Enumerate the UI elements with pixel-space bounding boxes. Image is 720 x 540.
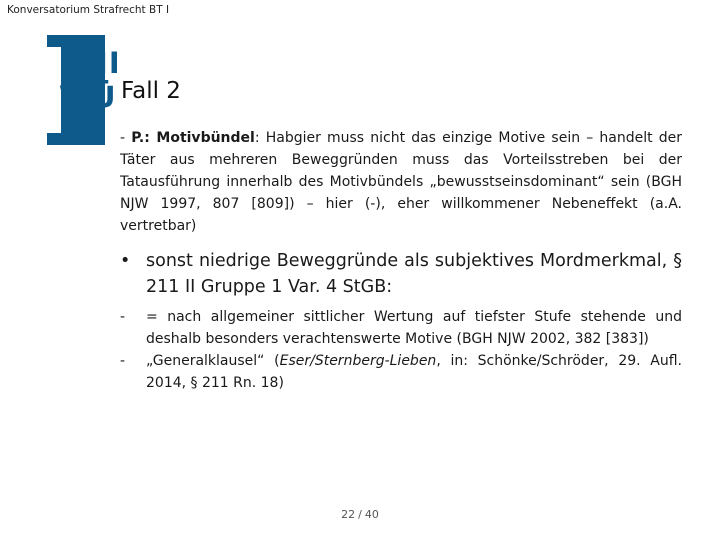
intro-dash: - [120,130,126,146]
slide-content [120,127,682,394]
page-total: 40 [364,508,379,521]
logo-line-1: UNI [59,46,121,80]
page-number [0,508,720,521]
bullet-item [120,248,682,300]
sub-item-dash: - [120,353,126,369]
sub-item-1 [120,306,682,350]
intro-bold-term: P.: Motivbündel [131,130,255,146]
bullet-text: sonst niedrige Beweggründe als subjektives Mordmerkmal, § 211 II Gruppe 1 Var. 4 StGB: [146,251,682,297]
sub-item-dash: - [120,309,126,325]
bullet-icon: • [120,251,131,271]
sub-item-text: = nach allgemeiner sittlicher Wertung auf tiefster Stufe stehende und deshalb besonders verachtenswerte Motive (BGH NJW 2002, 382 [383]) [146,309,682,347]
header-title: Konversatorium Strafrecht BT I [7,4,170,16]
sub-item-text-before: „Generalklausel“ ( [146,353,280,369]
slide-title: Fall 2 [121,78,181,104]
sub-list [120,306,682,394]
logo-line-2: WÜ [59,80,117,114]
page-separator: / [358,508,362,521]
page-current: 22 [341,508,356,521]
sub-item-text-after: , in: Schönke/Schröder, 29. Aufl. 2014, § 211 Rn. 18) [146,353,682,391]
intro-text: : Habgier muss nicht das einzige Motive sein – handelt der Täter aus mehreren Beweggründen muss das Vorteilsstreben bei der Tatausführung innerhalb des Motivbündels „bewusstseinsdominant“ sein (BGH NJW 1997, 807 [809]) – hier (-), eher willkommener Nebeneffekt (a.A. vertretbar) [120,130,683,234]
logo-wordmark [59,46,121,114]
sub-item-authors: Eser/Sternberg-Lieben [279,353,437,369]
intro-paragraph [120,127,682,237]
sub-item-2 [120,350,682,394]
